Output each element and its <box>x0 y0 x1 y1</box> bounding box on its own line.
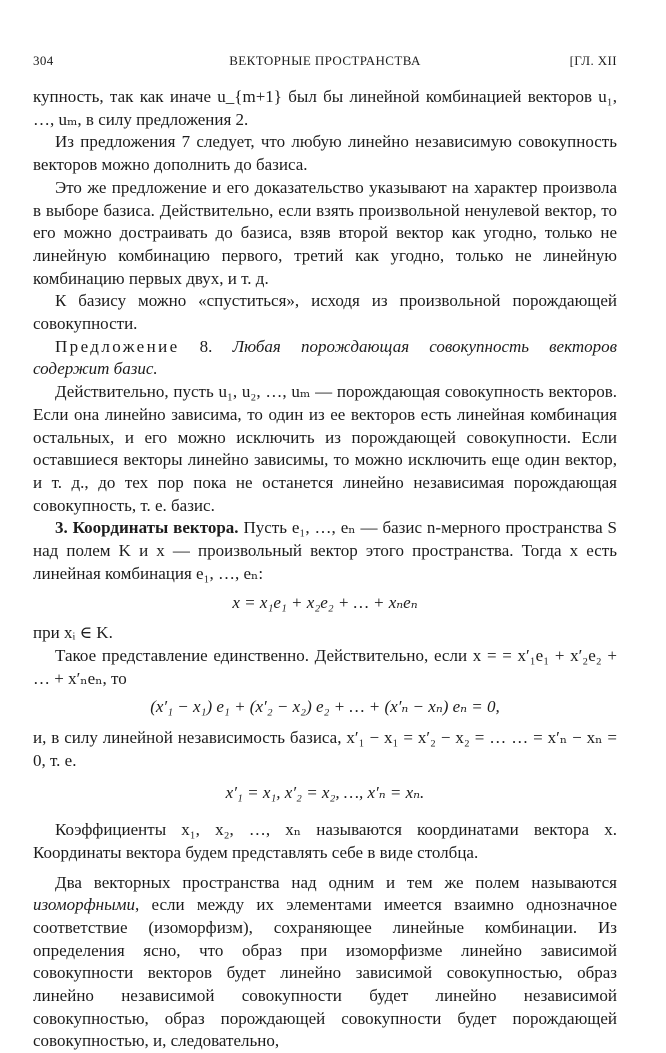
paragraph-continuation: купность, так как иначе u_{m+1} был бы линейной комбинацией векторов u₁, …, uₘ, в силу предложения 2. <box>33 86 617 131</box>
formula-difference: (x′₁ − x₁) e₁ + (x′₂ − x₂) e₂ + … + (x′ₙ − xₙ) eₙ = 0, <box>33 696 617 719</box>
paragraph: и, в силу линейной независимость базиса, x′₁ − x₁ = x′₂ − x₂ = … … = x′ₙ − xₙ = 0, т. е. <box>33 727 617 772</box>
section-heading: 3. Координаты вектора. <box>55 518 239 537</box>
proposition-label: Предложение <box>55 337 180 356</box>
proposition-8 <box>33 336 617 381</box>
paragraph: Действительно, пусть u₁, u₂, …, uₘ — порождающая совокупность векторов. Если она линейно зависима, то один из ее векторов есть линейная комбинация остальных, и его можно исключить из порождающей совокупности. Если оставшиеся векторы линейно зависимы, то можно исключить еще один вектор, и т. д., до тех пор пока не останется линейно независимая порождающая совокупность, т. е. базис. <box>33 381 617 517</box>
running-header <box>33 53 617 73</box>
paragraph: Это же предложение и его доказательство указывают на характер произвола в выборе базиса. Действительно, если взять произвольной ненулевой вектор, то его можно достраивать до базиса, взяв второй вектор как угодно, только не линейную комбинацию первого, третий как угодно, только не линейную комбинацию первых двух, и т. д. <box>33 177 617 291</box>
paragraph-isomorphism <box>33 872 617 1053</box>
paragraph: Коэффициенты x₁, x₂, …, xₙ называются координатами вектора x. Координаты вектора будем представлять себе в виде столбца. <box>33 819 617 864</box>
formula-equality: x′₁ = x₁, x′₂ = x₂, …, x′ₙ = xₙ. <box>33 782 617 805</box>
paragraph: Из предложения 7 следует, что любую линейно независимую совокупность векторов можно дополнить до базиса. <box>33 131 617 176</box>
paragraph: К базису можно «спуститься», исходя из произвольной порождающей совокупности. <box>33 290 617 335</box>
section-text: Пусть e₁, …, eₙ — базис n-мерного пространства S над полем K и x — произвольный вектор этого пространства. Тогда x есть линейная комбинация e₁, …, eₙ: <box>33 518 617 582</box>
running-title: ВЕКТОРНЫЕ ПРОСТРАНСТВА <box>33 53 617 69</box>
page-number: 304 <box>33 53 54 69</box>
paragraph: Такое представление единственно. Действительно, если x = = x′₁e₁ + x′₂e₂ + … + x′ₙeₙ, то <box>33 645 617 690</box>
section-paragraph <box>33 517 617 585</box>
proposition-number: 8. <box>200 337 213 356</box>
text-span: , если между их элементами имеется взаимно однозначное соответствие (изоморфизм), сохраняющее линейные комбинации. Из определения ясно, что образ при изоморфизме линейно зависимой совокупности векторов будет линейно зависимой совокупностью, образ линейно независимой совокупности будет линейно независимой совокупностью, образ порождающей совокупности будет порождающей совокупностью, и, следовательно, <box>33 895 617 1050</box>
text-span: Два векторных пространства над одним и тем же полем называются <box>55 873 617 892</box>
paragraph: при xᵢ ∈ K. <box>33 622 617 645</box>
proposition-text: Любая порождающая совокупность векторов содержит базис. <box>33 337 617 379</box>
page-body <box>33 86 617 1053</box>
chapter-label: [ГЛ. XII <box>570 53 617 69</box>
term-isomorphic: изоморфными <box>33 895 135 914</box>
formula-linear-combination: x = x₁e₁ + x₂e₂ + … + xₙeₙ <box>33 592 617 615</box>
